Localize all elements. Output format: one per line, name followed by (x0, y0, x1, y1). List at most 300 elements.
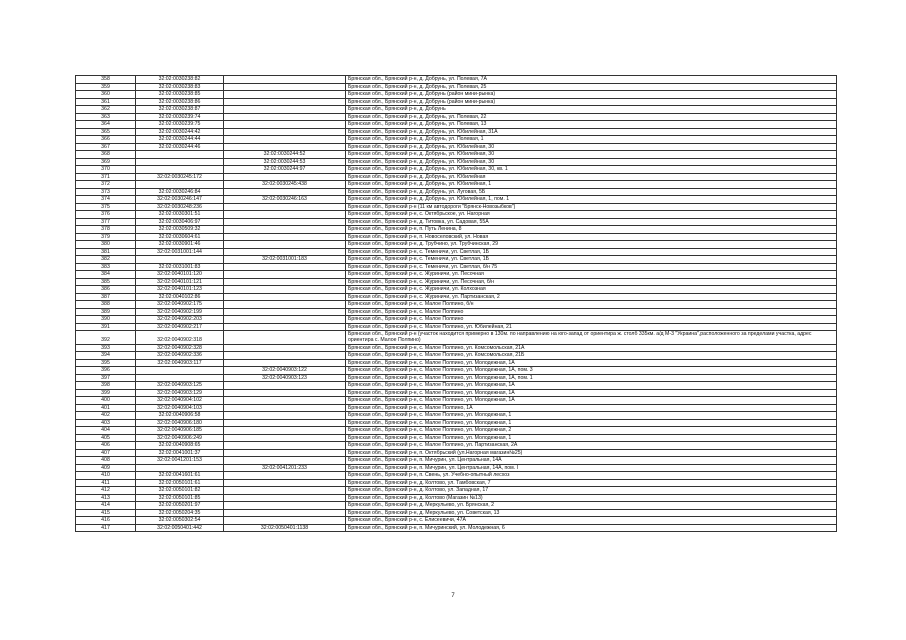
address-cell: Брянская обл., Брянский р-н, д. Добрунь, ул. Юбилейная, 30 (346, 151, 837, 159)
table-row (76, 263, 837, 271)
row-number-cell: 395 (76, 359, 136, 367)
building-cadastral-number-cell (224, 211, 346, 219)
land-cadastral-number-cell: 32:02:0050101:85 (136, 494, 224, 502)
address-cell: Брянская обл., Брянский р-н, д. Добрунь (район мини-рынка) (346, 91, 837, 99)
land-cadastral-number-cell: 32:02:0030301:51 (136, 211, 224, 219)
row-number-cell: 400 (76, 397, 136, 405)
building-cadastral-number-cell (224, 173, 346, 181)
row-number-cell: 406 (76, 442, 136, 450)
table-row (76, 367, 837, 375)
address-cell: Брянская обл., Брянский р-н, с. Малое Полпино, ул. Молодежная, 1А (346, 397, 837, 405)
land-cadastral-number-cell: 32:02:0040902:328 (136, 344, 224, 352)
building-cadastral-number-cell: 32:02:0030244:52 (224, 151, 346, 159)
table-row (76, 173, 837, 181)
table-row (76, 404, 837, 412)
address-cell: Брянская обл., Брянский р-н, с. Теменичи, ул. Светлая, 1Б (346, 248, 837, 256)
land-cadastral-number-cell: 32:02:0050101:82 (136, 487, 224, 495)
address-cell: Брянская обл., Брянский р-н (участок находится примерно в 130м. по направлению на юго-запад от ориентира ж. столб 335км. а/д М-3 "Украина",расположенного за пределами участка, адрес ориентира с. Малое Полпино) (346, 331, 837, 345)
building-cadastral-number-cell (224, 76, 346, 84)
table-row (76, 271, 837, 279)
land-cadastral-number-cell: 32:02:0050401:442 (136, 524, 224, 532)
building-cadastral-number-cell (224, 203, 346, 211)
table-row (76, 412, 837, 420)
building-cadastral-number-cell (224, 494, 346, 502)
table-row (76, 517, 837, 525)
address-cell: Брянская обл., Брянский р-н, д. Меркульево, ул. Брянская, 2 (346, 502, 837, 510)
building-cadastral-number-cell: 32:02:0050401:1138 (224, 524, 346, 532)
land-cadastral-number-cell: 32:02:0040902:318 (136, 331, 224, 345)
table-row (76, 359, 837, 367)
address-cell: Брянская обл., Брянский р-н, д. Добрунь, ул. Юбилейная, 30, кв. 1 (346, 166, 837, 174)
row-number-cell: 398 (76, 382, 136, 390)
table-row (76, 158, 837, 166)
building-cadastral-number-cell (224, 427, 346, 435)
building-cadastral-number-cell: 32:02:0031001:183 (224, 256, 346, 264)
row-number-cell: 361 (76, 98, 136, 106)
address-cell: Брянская обл., Брянский р-н, д. Добрунь, ул. Полевая, 13 (346, 121, 837, 129)
building-cadastral-number-cell (224, 293, 346, 301)
row-number-cell: 388 (76, 301, 136, 309)
table-row (76, 83, 837, 91)
table-row (76, 434, 837, 442)
table-row (76, 248, 837, 256)
table-row (76, 256, 837, 264)
address-cell: Брянская обл., Брянский р-н, с. Малое Полпино, ул. Юбилейная, 21 (346, 323, 837, 331)
table-row (76, 98, 837, 106)
address-cell: Брянская обл., Брянский р-н, с. Малое Полпино, ул. Молодежная, 1А, пом. 3 (346, 367, 837, 375)
row-number-cell: 414 (76, 502, 136, 510)
building-cadastral-number-cell (224, 412, 346, 420)
table-row (76, 226, 837, 234)
row-number-cell: 363 (76, 113, 136, 121)
land-cadastral-number-cell (136, 158, 224, 166)
row-number-cell: 390 (76, 316, 136, 324)
building-cadastral-number-cell: 32:02:0030244:53 (224, 158, 346, 166)
row-number-cell: 377 (76, 218, 136, 226)
building-cadastral-number-cell (224, 352, 346, 360)
land-cadastral-number-cell: 32:02:0030238:86 (136, 98, 224, 106)
table-row (76, 286, 837, 294)
row-number-cell: 360 (76, 91, 136, 99)
table-row (76, 472, 837, 480)
row-number-cell: 402 (76, 412, 136, 420)
row-number-cell: 389 (76, 308, 136, 316)
row-number-cell: 382 (76, 256, 136, 264)
land-cadastral-number-cell: 32:02:0050204:35 (136, 509, 224, 517)
building-cadastral-number-cell (224, 121, 346, 129)
table-row (76, 509, 837, 517)
address-cell: Брянская обл., Брянский р-н, д. Добрунь, ул. Юбилейная, 30 (346, 158, 837, 166)
row-number-cell: 396 (76, 367, 136, 375)
address-cell: Брянская обл., Брянский р-н, д. Колтово (Магазин №13) (346, 494, 837, 502)
land-cadastral-number-cell: 32:02:0040906:185 (136, 427, 224, 435)
address-cell: Брянская обл., Брянский р-н, д. Колтово, ул. Тамбовская, 7 (346, 479, 837, 487)
address-cell: Брянская обл., Брянский р-н, с. Теменичи, ул. Светлая, 1Б (346, 256, 837, 264)
address-cell: Брянская обл., Брянский р-н, д. Трубчино, ул. Трубчинская, 29 (346, 241, 837, 249)
building-cadastral-number-cell (224, 248, 346, 256)
building-cadastral-number-cell (224, 419, 346, 427)
building-cadastral-number-cell (224, 91, 346, 99)
row-number-cell: 393 (76, 344, 136, 352)
table-row (76, 502, 837, 510)
table-row (76, 331, 837, 345)
building-cadastral-number-cell (224, 263, 346, 271)
building-cadastral-number-cell (224, 509, 346, 517)
address-cell: Брянская обл., Брянский р-н, д. Добрунь, ул. Юбилейная, 1 (346, 181, 837, 189)
building-cadastral-number-cell (224, 278, 346, 286)
row-number-cell: 379 (76, 233, 136, 241)
row-number-cell: 403 (76, 419, 136, 427)
building-cadastral-number-cell (224, 442, 346, 450)
land-cadastral-number-cell: 32:02:0030245:172 (136, 173, 224, 181)
building-cadastral-number-cell (224, 218, 346, 226)
building-cadastral-number-cell: 32:02:0030246:163 (224, 196, 346, 204)
table-row (76, 352, 837, 360)
land-cadastral-number-cell: 32:02:0030244:42 (136, 128, 224, 136)
address-cell: Брянская обл., Брянский р-н, с. Октябрьское, ул. Нагорная (346, 211, 837, 219)
row-number-cell: 404 (76, 427, 136, 435)
land-cadastral-number-cell: 32:02:0040902:203 (136, 316, 224, 324)
address-cell: Брянская обл., Брянский р-н (11 км автодороги "Брянск-Новозыбков") (346, 203, 837, 211)
address-cell: Брянская обл., Брянский р-н, с. Малое Полпино, ул. Партизанская, 2А (346, 442, 837, 450)
table-row (76, 374, 837, 382)
table-row (76, 241, 837, 249)
address-cell: Брянская обл., Брянский р-н, с. Малое Полпино, 1А (346, 404, 837, 412)
land-cadastral-number-cell (136, 256, 224, 264)
row-number-cell: 381 (76, 248, 136, 256)
building-cadastral-number-cell (224, 517, 346, 525)
table-row (76, 397, 837, 405)
table-row (76, 293, 837, 301)
building-cadastral-number-cell (224, 359, 346, 367)
address-cell: Брянская обл., Брянский р-н, п. Мичурин, ул. Центральная, 14А, пом. I (346, 464, 837, 472)
row-number-cell: 410 (76, 472, 136, 480)
address-cell: Брянская обл., Брянский р-н, с. Малое Полпино, ул. Молодежная, 1 (346, 434, 837, 442)
row-number-cell: 385 (76, 278, 136, 286)
address-cell: Брянская обл., Брянский р-н, с. Журиничи, ул. Колхозная (346, 286, 837, 294)
land-cadastral-number-cell: 32:02:0040102:86 (136, 293, 224, 301)
address-cell: Брянская обл., Брянский р-н, с. Малое Полпино, ул. Комсомольская, 21А (346, 344, 837, 352)
land-cadastral-number-cell: 32:02:0040906:249 (136, 434, 224, 442)
table-row (76, 76, 837, 84)
table-row (76, 344, 837, 352)
building-cadastral-number-cell: 32:02:0040903:122 (224, 367, 346, 375)
row-number-cell: 397 (76, 374, 136, 382)
table-row (76, 113, 837, 121)
building-cadastral-number-cell (224, 143, 346, 151)
land-cadastral-number-cell: 32:02:0040908:65 (136, 442, 224, 450)
building-cadastral-number-cell (224, 487, 346, 495)
address-cell: Брянская обл., Брянский р-н, д. Добрунь, ул. Юбилейная, 30 (346, 143, 837, 151)
land-cadastral-number-cell: 32:02:0030239:75 (136, 121, 224, 129)
land-cadastral-number-cell: 32:02:0031001:83 (136, 263, 224, 271)
address-cell: Брянская обл., Брянский р-н, д. Добрунь (район мини-рынка) (346, 98, 837, 106)
address-cell: Брянская обл., Брянский р-н, с. Елисеевичи, 47А (346, 517, 837, 525)
address-cell: Брянская обл., Брянский р-н, д. Добрунь, ул. Луговая, 5Б (346, 188, 837, 196)
building-cadastral-number-cell: 32:02:0030245:438 (224, 181, 346, 189)
land-cadastral-number-cell: 32:02:0040903:125 (136, 382, 224, 390)
table-row (76, 457, 837, 465)
building-cadastral-number-cell (224, 233, 346, 241)
table-row (76, 479, 837, 487)
building-cadastral-number-cell (224, 308, 346, 316)
address-cell: Брянская обл., Брянский р-н, п. Октябрьский (ул.Нагорная магазин№25) (346, 449, 837, 457)
building-cadastral-number-cell (224, 106, 346, 114)
address-cell: Брянская обл., Брянский р-н, с. Журиничи, ул. Партизанская, 2 (346, 293, 837, 301)
land-cadastral-number-cell: 32:02:0050201:97 (136, 502, 224, 510)
building-cadastral-number-cell (224, 344, 346, 352)
row-number-cell: 392 (76, 331, 136, 345)
address-cell: Брянская обл., Брянский р-н, д. Титовка, ул. Садовая, 55А (346, 218, 837, 226)
row-number-cell: 365 (76, 128, 136, 136)
building-cadastral-number-cell (224, 331, 346, 345)
table-row (76, 323, 837, 331)
building-cadastral-number-cell (224, 98, 346, 106)
row-number-cell: 399 (76, 389, 136, 397)
land-cadastral-number-cell: 32:02:0030244:46 (136, 143, 224, 151)
table-row (76, 218, 837, 226)
address-cell: Брянская обл., Брянский р-н, д. Колтово, ул. Западная, 17 (346, 487, 837, 495)
row-number-cell: 362 (76, 106, 136, 114)
land-cadastral-number-cell: 32:02:0041601:61 (136, 472, 224, 480)
row-number-cell: 364 (76, 121, 136, 129)
land-cadastral-number-cell: 32:02:0030244:44 (136, 136, 224, 144)
land-cadastral-number-cell: 32:02:0030246:147 (136, 196, 224, 204)
address-cell: Брянская обл., Брянский р-н, п. Мичурин, ул. Центральная, 14А (346, 457, 837, 465)
building-cadastral-number-cell (224, 271, 346, 279)
land-cadastral-number-cell: 32:02:0040903:129 (136, 389, 224, 397)
land-cadastral-number-cell: 32:02:0041201:153 (136, 457, 224, 465)
table-row (76, 494, 837, 502)
address-cell: Брянская обл., Брянский р-н, с. Малое Полпино, ул. Молодежная, 1А (346, 382, 837, 390)
table-row (76, 449, 837, 457)
row-number-cell: 405 (76, 434, 136, 442)
row-number-cell: 413 (76, 494, 136, 502)
address-cell: Брянская обл., Брянский р-н, с. Журиничи, ул. Песочная (346, 271, 837, 279)
land-cadastral-number-cell (136, 374, 224, 382)
table-row (76, 487, 837, 495)
row-number-cell: 408 (76, 457, 136, 465)
address-cell: Брянская обл., Брянский р-н, с. Малое Полпино, ул. Молодежная, 1А, пом. 1 (346, 374, 837, 382)
row-number-cell: 409 (76, 464, 136, 472)
building-cadastral-number-cell (224, 316, 346, 324)
land-cadastral-number-cell: 32:02:0040902:199 (136, 308, 224, 316)
land-cadastral-number-cell: 32:02:0040101:123 (136, 286, 224, 294)
address-cell: Брянская обл., Брянский р-н, п. Новоселовский, ул. Новая (346, 233, 837, 241)
row-number-cell: 386 (76, 286, 136, 294)
land-cadastral-number-cell (136, 151, 224, 159)
table-row (76, 382, 837, 390)
row-number-cell: 367 (76, 143, 136, 151)
table-row (76, 419, 837, 427)
address-cell: Брянская обл., Брянский р-н, с. Малое Полпино, ул. Молодежная, 1 (346, 419, 837, 427)
building-cadastral-number-cell (224, 449, 346, 457)
land-cadastral-number-cell: 32:02:0030246:84 (136, 188, 224, 196)
address-cell: Брянская обл., Брянский р-н, д. Добрунь, ул. Полевая, 22 (346, 113, 837, 121)
table-row (76, 316, 837, 324)
table-row (76, 233, 837, 241)
table-row (76, 211, 837, 219)
row-number-cell: 372 (76, 181, 136, 189)
row-number-cell: 374 (76, 196, 136, 204)
table-row (76, 121, 837, 129)
row-number-cell: 391 (76, 323, 136, 331)
table-row (76, 464, 837, 472)
row-number-cell: 412 (76, 487, 136, 495)
building-cadastral-number-cell: 32:02:0040903:123 (224, 374, 346, 382)
address-cell: Брянская обл., Брянский р-н, д. Добрунь, ул. Юбилейная, 1, пом. 1 (346, 196, 837, 204)
building-cadastral-number-cell (224, 502, 346, 510)
address-cell: Брянская обл., Брянский р-н, д. Добрунь, ул. Полевая, 25 (346, 83, 837, 91)
table-row (76, 427, 837, 435)
table-row (76, 308, 837, 316)
address-cell: Брянская обл., Брянский р-н, д. Добрунь (346, 106, 837, 114)
address-cell: Брянская обл., Брянский р-н, п. Мичуринский, ул. Молодежная, 6 (346, 524, 837, 532)
row-number-cell: 369 (76, 158, 136, 166)
land-cadastral-number-cell: 32:02:0030901:46 (136, 241, 224, 249)
land-cadastral-number-cell: 32:02:0030604:61 (136, 233, 224, 241)
land-cadastral-number-cell: 32:02:0041001:37 (136, 449, 224, 457)
building-cadastral-number-cell (224, 457, 346, 465)
land-cadastral-number-cell: 32:02:0030239:74 (136, 113, 224, 121)
address-cell: Брянская обл., Брянский р-н, д. Добрунь, ул. Юбилейная, 31А (346, 128, 837, 136)
row-number-cell: 383 (76, 263, 136, 271)
land-cadastral-number-cell: 32:02:0040906:180 (136, 419, 224, 427)
building-cadastral-number-cell (224, 83, 346, 91)
table-row (76, 91, 837, 99)
address-cell: Брянская обл., Брянский р-н, с. Малое Полпино (346, 316, 837, 324)
land-cadastral-number-cell: 32:02:0040902:175 (136, 301, 224, 309)
table-row (76, 136, 837, 144)
land-cadastral-number-cell: 32:02:0030248:236 (136, 203, 224, 211)
table-row (76, 106, 837, 114)
building-cadastral-number-cell (224, 128, 346, 136)
row-number-cell: 371 (76, 173, 136, 181)
building-cadastral-number-cell (224, 301, 346, 309)
table-row (76, 301, 837, 309)
land-cadastral-number-cell: 32:02:0030238:87 (136, 106, 224, 114)
building-cadastral-number-cell (224, 389, 346, 397)
table-row (76, 524, 837, 532)
address-cell: Брянская обл., Брянский р-н, д. Меркульево, ул. Советская, 13 (346, 509, 837, 517)
land-cadastral-number-cell: 32:02:0040101:121 (136, 278, 224, 286)
building-cadastral-number-cell (224, 404, 346, 412)
land-cadastral-number-cell: 32:02:0040902:217 (136, 323, 224, 331)
land-cadastral-number-cell: 32:02:0040906:58 (136, 412, 224, 420)
row-number-cell: 368 (76, 151, 136, 159)
land-cadastral-number-cell: 32:02:0040904:103 (136, 404, 224, 412)
land-cadastral-number-cell: 32:02:0050101:61 (136, 479, 224, 487)
row-number-cell: 358 (76, 76, 136, 84)
building-cadastral-number-cell (224, 113, 346, 121)
table-row (76, 151, 837, 159)
page-number: 7 (451, 593, 455, 599)
address-cell: Брянская обл., Брянский р-н, п. Свень, ул. Учебно-опытный лесхоз (346, 472, 837, 480)
row-number-cell: 366 (76, 136, 136, 144)
land-cadastral-number-cell: 32:02:0050302:54 (136, 517, 224, 525)
row-number-cell: 359 (76, 83, 136, 91)
table-row (76, 278, 837, 286)
address-cell: Брянская обл., Брянский р-н, с. Малое Полпино, ул. Комсомольская, 21Б (346, 352, 837, 360)
building-cadastral-number-cell: 32:02:0030244:97 (224, 166, 346, 174)
row-number-cell: 394 (76, 352, 136, 360)
address-cell: Брянская обл., Брянский р-н, с. Журиничи, ул. Песочная, б/н (346, 278, 837, 286)
land-cadastral-number-cell: 32:02:0030238:85 (136, 91, 224, 99)
table-row (76, 143, 837, 151)
building-cadastral-number-cell (224, 472, 346, 480)
land-cadastral-number-cell (136, 181, 224, 189)
land-cadastral-number-cell (136, 166, 224, 174)
row-number-cell: 415 (76, 509, 136, 517)
building-cadastral-number-cell (224, 136, 346, 144)
building-cadastral-number-cell (224, 382, 346, 390)
row-number-cell: 376 (76, 211, 136, 219)
land-cadastral-number-cell (136, 464, 224, 472)
building-cadastral-number-cell (224, 241, 346, 249)
table-row (76, 188, 837, 196)
land-cadastral-number-cell: 32:02:0031001:144 (136, 248, 224, 256)
row-number-cell: 416 (76, 517, 136, 525)
address-cell: Брянская обл., Брянский р-н, д. Добрунь, ул. Юбилейная (346, 173, 837, 181)
land-cadastral-number-cell: 32:02:0030509:32 (136, 226, 224, 234)
table-row (76, 166, 837, 174)
land-cadastral-number-cell: 32:02:0040902:336 (136, 352, 224, 360)
row-number-cell: 373 (76, 188, 136, 196)
land-cadastral-number-cell: 32:02:0030238:82 (136, 76, 224, 84)
building-cadastral-number-cell (224, 323, 346, 331)
address-cell: Брянская обл., Брянский р-н, с. Малое Полпино, б/н (346, 301, 837, 309)
land-cadastral-number-cell: 32:02:0030406:97 (136, 218, 224, 226)
building-cadastral-number-cell (224, 479, 346, 487)
building-cadastral-number-cell (224, 397, 346, 405)
land-cadastral-number-cell: 32:02:0040101:120 (136, 271, 224, 279)
table-row (76, 389, 837, 397)
row-number-cell: 378 (76, 226, 136, 234)
row-number-cell: 375 (76, 203, 136, 211)
building-cadastral-number-cell (224, 188, 346, 196)
row-number-cell: 380 (76, 241, 136, 249)
row-number-cell: 387 (76, 293, 136, 301)
row-number-cell: 401 (76, 404, 136, 412)
address-cell: Брянская обл., Брянский р-н, с. Малое Полпино, ул. Молодежная, 1 (346, 412, 837, 420)
address-cell: Брянская обл., Брянский р-н, д. Добрунь, ул. Полевая, 1 (346, 136, 837, 144)
land-cadastral-number-cell: 32:02:0040903:117 (136, 359, 224, 367)
address-cell: Брянская обл., Брянский р-н, с. Малое Полпино, ул. Молодежная, 2 (346, 427, 837, 435)
building-cadastral-number-cell (224, 286, 346, 294)
land-cadastral-number-cell: 32:02:0040904:102 (136, 397, 224, 405)
building-cadastral-number-cell: 32:02:0041201:233 (224, 464, 346, 472)
parcel-register-table (75, 75, 837, 532)
address-cell: Брянская обл., Брянский р-н, с. Малое Полпино, ул. Молодежная, 1А (346, 359, 837, 367)
land-cadastral-number-cell: 32:02:0030238:83 (136, 83, 224, 91)
address-cell: Брянская обл., Брянский р-н, с. Теменичи, ул. Светлая, б/н 75 (346, 263, 837, 271)
table-row (76, 128, 837, 136)
land-cadastral-number-cell (136, 367, 224, 375)
row-number-cell: 384 (76, 271, 136, 279)
row-number-cell: 417 (76, 524, 136, 532)
parcel-register-body (76, 76, 837, 532)
row-number-cell: 407 (76, 449, 136, 457)
building-cadastral-number-cell (224, 226, 346, 234)
table-row (76, 196, 837, 204)
table-row (76, 181, 837, 189)
address-cell: Брянская обл., Брянский р-н, с. Малое Полпино (346, 308, 837, 316)
table-row (76, 203, 837, 211)
row-number-cell: 370 (76, 166, 136, 174)
address-cell: Брянская обл., Брянский р-н, с. Малое Полпино, ул. Молодежная, 1А (346, 389, 837, 397)
building-cadastral-number-cell (224, 434, 346, 442)
address-cell: Брянская обл., Брянский р-н, п. Путь Ленина, 8 (346, 226, 837, 234)
